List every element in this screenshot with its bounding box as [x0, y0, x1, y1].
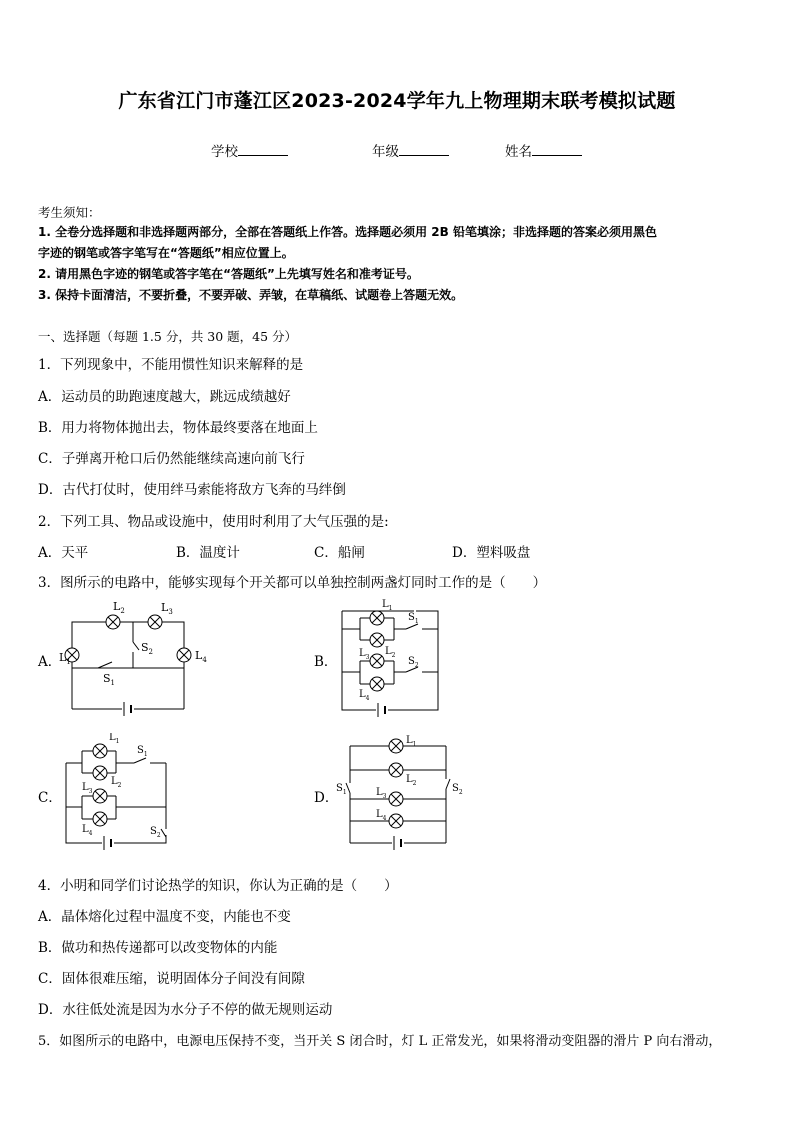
grade-blank[interactable]	[399, 143, 449, 156]
name-field[interactable]	[505, 140, 582, 160]
q2-stem: 2．下列工具、物品或设施中，使用时利用了大气压强的是:	[38, 514, 389, 530]
name-blank[interactable]	[532, 143, 582, 156]
circuit-d-lamp-l3	[389, 792, 403, 806]
q1-option-c[interactable]: C．子弹离开枪口后仍然能继续高速向前飞行	[38, 451, 305, 467]
q4-option-c[interactable]: C．固体很难压缩，说明固体分子间没有间隙	[38, 971, 305, 987]
circuit-a-label-l1: $L_1$	[59, 651, 71, 666]
circuit-a-lamp-l3	[148, 615, 162, 629]
q3-option-a-label[interactable]: A．	[38, 654, 62, 670]
circuit-a-label-s2: $S_2$	[141, 641, 154, 656]
circuit-a-top-wire	[72, 622, 184, 648]
circuit-c-diagram	[60, 733, 175, 855]
circuit-a-switch-s1	[98, 662, 112, 668]
circuit-b-label-l4: $L_4$	[359, 689, 370, 702]
grade-field[interactable]	[372, 140, 449, 160]
notice-item1-line1: 1. 全卷分选择题和非选择题两部分，全部在答题纸上作答。选择题必须用 2B 铅笔填涂；非选择题的答案必须用黑色	[38, 225, 657, 239]
circuit-d-label-s2: $S_2$	[452, 783, 463, 796]
circuit-c-switch-s2	[161, 829, 166, 837]
circuit-a-switch-s2	[133, 642, 139, 650]
circuit-d-lamp-l1	[389, 739, 403, 753]
circuit-d-lamp-l2	[389, 763, 403, 777]
circuit-a-label-l4: $L_4$	[195, 649, 207, 664]
circuit-b-lamp-l4	[370, 677, 384, 691]
circuit-d-label-l2: $L_2$	[406, 774, 417, 787]
circuit-c-lamp-l1	[93, 744, 107, 758]
circuit-d-diagram	[336, 733, 466, 855]
circuit-b-label-s1: $S_1$	[408, 612, 419, 625]
q1-stem: 1．下列现象中，不能用惯性知识来解释的是	[38, 357, 304, 373]
circuit-a-lamp-l4	[177, 648, 191, 662]
q3-stem: 3．图所示的电路中，能够实现每个开关都可以单独控制两盏灯同时工作的是（ ）	[38, 575, 547, 591]
circuit-b-lamp-l3	[370, 654, 384, 668]
notice-item1-line2: 字迹的钢笔或答字笔写在“答题纸”相应位置上。	[38, 246, 294, 260]
q5-stem: 5．如图所示的电路中，电源电压保持不变，当开关 S 闭合时，灯 L 正常发光，如果将滑动变阻器的滑片 P 向右滑动，	[38, 1034, 722, 1049]
circuit-d-lamp-l4	[389, 814, 403, 828]
circuit-b-label-s2: $S_2$	[408, 656, 419, 669]
notice-item3: 3. 保持卡面清洁，不要折叠，不要弄破、弄皱，在草稿纸、试题卷上答题无效。	[38, 288, 464, 302]
circuit-c-lamp-l4	[93, 812, 107, 826]
circuit-b-lamp-l2	[370, 633, 384, 647]
q2-option-b[interactable]: B．温度计	[176, 545, 240, 561]
circuit-b-label-l1: $L_1$	[382, 599, 393, 612]
circuit-c-label-l2: $L_2$	[111, 776, 122, 789]
q2-option-c[interactable]: C．船闸	[314, 545, 365, 561]
q4-stem: 4．小明和同学们讨论热学的知识，你认为正确的是（ ）	[38, 878, 398, 894]
circuit-c-lamp-l3	[93, 789, 107, 803]
exam-title: 广东省江门市蓬江区2023-2024学年九上物理期末联考模拟试题	[118, 90, 676, 112]
grade-label: 年级	[372, 144, 399, 160]
circuit-b-label-l3: $L_3$	[359, 648, 370, 661]
q4-option-a[interactable]: A．晶体熔化过程中温度不变，内能也不变	[38, 909, 291, 925]
circuit-c-label-s1: $S_1$	[137, 745, 148, 758]
circuit-c-label-s2: $S_2$	[150, 826, 161, 839]
circuit-c-label-l1: $L_1$	[109, 733, 120, 745]
q1-option-d[interactable]: D．古代打仗时，使用绊马索能将敌方飞奔的马绊倒	[38, 482, 346, 498]
circuit-c-label-l4: $L_4$	[82, 824, 93, 837]
circuit-b-diagram	[334, 598, 444, 718]
circuit-a-diagram	[58, 598, 208, 716]
circuit-b-label-l2: $L_2$	[385, 646, 396, 659]
school-blank[interactable]	[238, 143, 288, 156]
circuit-d-label-l4: $L_4$	[376, 809, 387, 822]
q2-option-d[interactable]: D．塑料吸盘	[452, 545, 531, 561]
q3-option-b-label[interactable]: B．	[314, 654, 338, 670]
q3-option-d-label[interactable]: D．	[314, 790, 339, 806]
circuit-a-label-s1: $S_1$	[103, 672, 116, 687]
name-label: 姓名	[505, 144, 532, 160]
q4-option-d[interactable]: D．水往低处流是因为水分子不停的做无规则运动	[38, 1002, 333, 1018]
q1-option-a[interactable]: A．运动员的助跑速度越大，跳远成绩越好	[38, 389, 291, 405]
school-label: 学校	[211, 144, 238, 160]
notice-item2: 2. 请用黑色字迹的钢笔或答字笔在“答题纸”上先填写姓名和准考证号。	[38, 267, 419, 281]
notice-heading: 考生须知：	[38, 205, 101, 220]
section-heading: 一、选择题（每题 1.5 分，共 30 题，45 分）	[38, 329, 298, 344]
circuit-d-label-l3: $L_3$	[376, 787, 387, 800]
circuit-c-label-l3: $L_3$	[82, 782, 93, 795]
q2-option-a[interactable]: A．天平	[38, 545, 89, 561]
circuit-a-lamp-l2	[106, 615, 120, 629]
circuit-c-lamp-l2	[93, 766, 107, 780]
circuit-a-label-l2: $L_2$	[113, 600, 125, 615]
q4-option-b[interactable]: B．做功和热传递都可以改变物体的内能	[38, 940, 278, 956]
circuit-d-label-l1: $L_1$	[406, 735, 417, 748]
q3-option-c-label[interactable]: C．	[38, 790, 62, 806]
circuit-d-label-s1: $S_1$	[336, 783, 347, 796]
q1-option-b[interactable]: B．用力将物体抛出去，物体最终要落在地面上	[38, 420, 318, 436]
circuit-b-lamp-l1	[370, 611, 384, 625]
circuit-c-switch-s1	[134, 758, 146, 763]
circuit-d-switch-s2	[446, 779, 450, 789]
school-field[interactable]	[211, 140, 288, 160]
circuit-a-label-l3: $L_3$	[161, 601, 173, 616]
